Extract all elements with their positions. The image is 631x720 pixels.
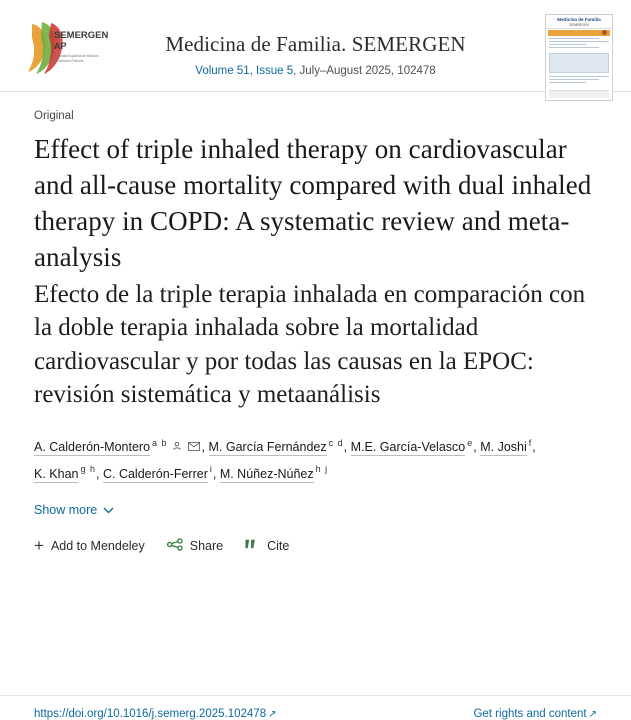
show-more-button[interactable]	[34, 503, 114, 517]
author-separator: ,	[343, 439, 348, 454]
article-action-bar	[34, 537, 597, 554]
author-name[interactable]: K. Khan	[34, 466, 79, 481]
issue-rest: , July–August 2025, 102478	[293, 65, 436, 78]
doi-link[interactable]	[34, 708, 276, 720]
cover-title-line1: Medicina de Familia	[557, 17, 601, 22]
cover-footer-band	[549, 90, 609, 98]
semergen-logo-icon	[18, 18, 114, 78]
author-affiliation-sup: h j	[315, 464, 329, 475]
author-email-icon[interactable]	[188, 435, 200, 461]
external-link-icon: ↗	[588, 709, 597, 720]
author-line-2	[34, 460, 597, 487]
svg-text:de Atención Primaria: de Atención Primaria	[54, 59, 84, 63]
author-line-1	[34, 434, 597, 461]
issue-link[interactable]: Volume 51, Issue 5	[195, 65, 294, 78]
cover-title-line2: SEMERGEN	[569, 22, 589, 27]
author-separator: ,	[96, 466, 100, 481]
cite-label: Cite	[267, 538, 290, 553]
cover-color-band	[548, 30, 610, 36]
author-name[interactable]: C. Calderón-Ferrer	[102, 466, 208, 481]
author-item[interactable]	[208, 437, 348, 454]
article-header-section	[0, 92, 631, 554]
show-more-label: Show more	[34, 503, 98, 518]
add-to-mendeley-button[interactable]	[34, 537, 145, 554]
author-item[interactable]	[480, 437, 536, 454]
author-separator: ,	[201, 439, 206, 454]
article-type-label: Original	[34, 110, 74, 122]
rights-text: Get rights and content	[473, 708, 587, 720]
author-name[interactable]: M. García Fernández	[208, 439, 327, 454]
page-title: Effect of triple inhaled therapy on cardiovascular and all-cause mortality compared with dual inhaled therapy in COPD: A systematic review and meta-analysis	[34, 134, 592, 272]
share-icon	[167, 538, 183, 554]
cite-button[interactable]	[245, 538, 289, 553]
author-separator: ,	[212, 466, 217, 481]
journal-header	[0, 0, 631, 92]
author-affiliation-sup: i	[209, 464, 213, 475]
cover-text-lines	[546, 37, 612, 51]
article-footer	[0, 675, 631, 720]
svg-text:SEMERGEN: SEMERGEN	[54, 30, 109, 41]
author-item[interactable]	[34, 464, 100, 481]
journal-logo[interactable]	[18, 14, 122, 78]
share-button[interactable]	[167, 538, 223, 554]
external-link-icon: ↗	[268, 709, 277, 720]
chevron-down-icon	[103, 503, 114, 517]
journal-name: Medicina de Familia. SEMERGEN	[165, 32, 466, 56]
add-to-mendeley-label: Add to Mendeley	[50, 538, 145, 553]
author-affiliation-sup: e	[467, 437, 474, 448]
quote-icon	[245, 538, 260, 553]
author-separator: ,	[473, 439, 477, 454]
cover-masthead	[546, 15, 612, 29]
author-item[interactable]	[102, 464, 217, 481]
doi-bar	[0, 695, 631, 720]
author-item[interactable]	[34, 437, 206, 454]
author-affiliation-sup: g h	[80, 464, 96, 475]
author-profile-icon[interactable]	[172, 435, 182, 461]
journal-issue-line	[122, 65, 509, 77]
page-title-translated: Efecto de la triple terapia inhalada en comparación con la doble terapia inhalada sobre la mortalidad cardiovascular y por todas las causas en la EPOC: revisión sistemática y metaanálisis	[34, 280, 586, 409]
svg-text:AP: AP	[54, 41, 67, 51]
journal-title-block	[122, 14, 509, 77]
get-rights-and-content-link[interactable]	[473, 708, 597, 720]
cover-text-lines-2	[546, 75, 612, 86]
author-list	[34, 434, 597, 488]
author-name[interactable]: M. Joshi	[480, 439, 527, 454]
author-affiliation-sup: a b	[152, 437, 168, 448]
author-item[interactable]	[350, 437, 477, 454]
cover-image-box	[549, 53, 609, 73]
author-affiliation-sup: c d	[328, 437, 344, 448]
share-label: Share	[189, 538, 224, 553]
author-separator: ,	[532, 439, 536, 454]
journal-cover-block[interactable]	[509, 14, 613, 101]
author-item[interactable]	[219, 464, 329, 481]
journal-cover-thumbnail[interactable]	[545, 14, 613, 101]
author-name[interactable]: M. Núñez-Núñez	[219, 466, 314, 481]
doi-text: https://doi.org/10.1016/j.semerg.2025.102478	[34, 708, 267, 720]
plus-icon: +	[34, 536, 44, 556]
svg-text:Sociedad Española de Médicos: Sociedad Española de Médicos	[54, 54, 99, 58]
author-affiliation-sup: f	[528, 437, 533, 448]
author-name[interactable]: A. Calderón-Montero	[34, 439, 151, 454]
author-name[interactable]: M.E. García-Velasco	[350, 439, 466, 454]
